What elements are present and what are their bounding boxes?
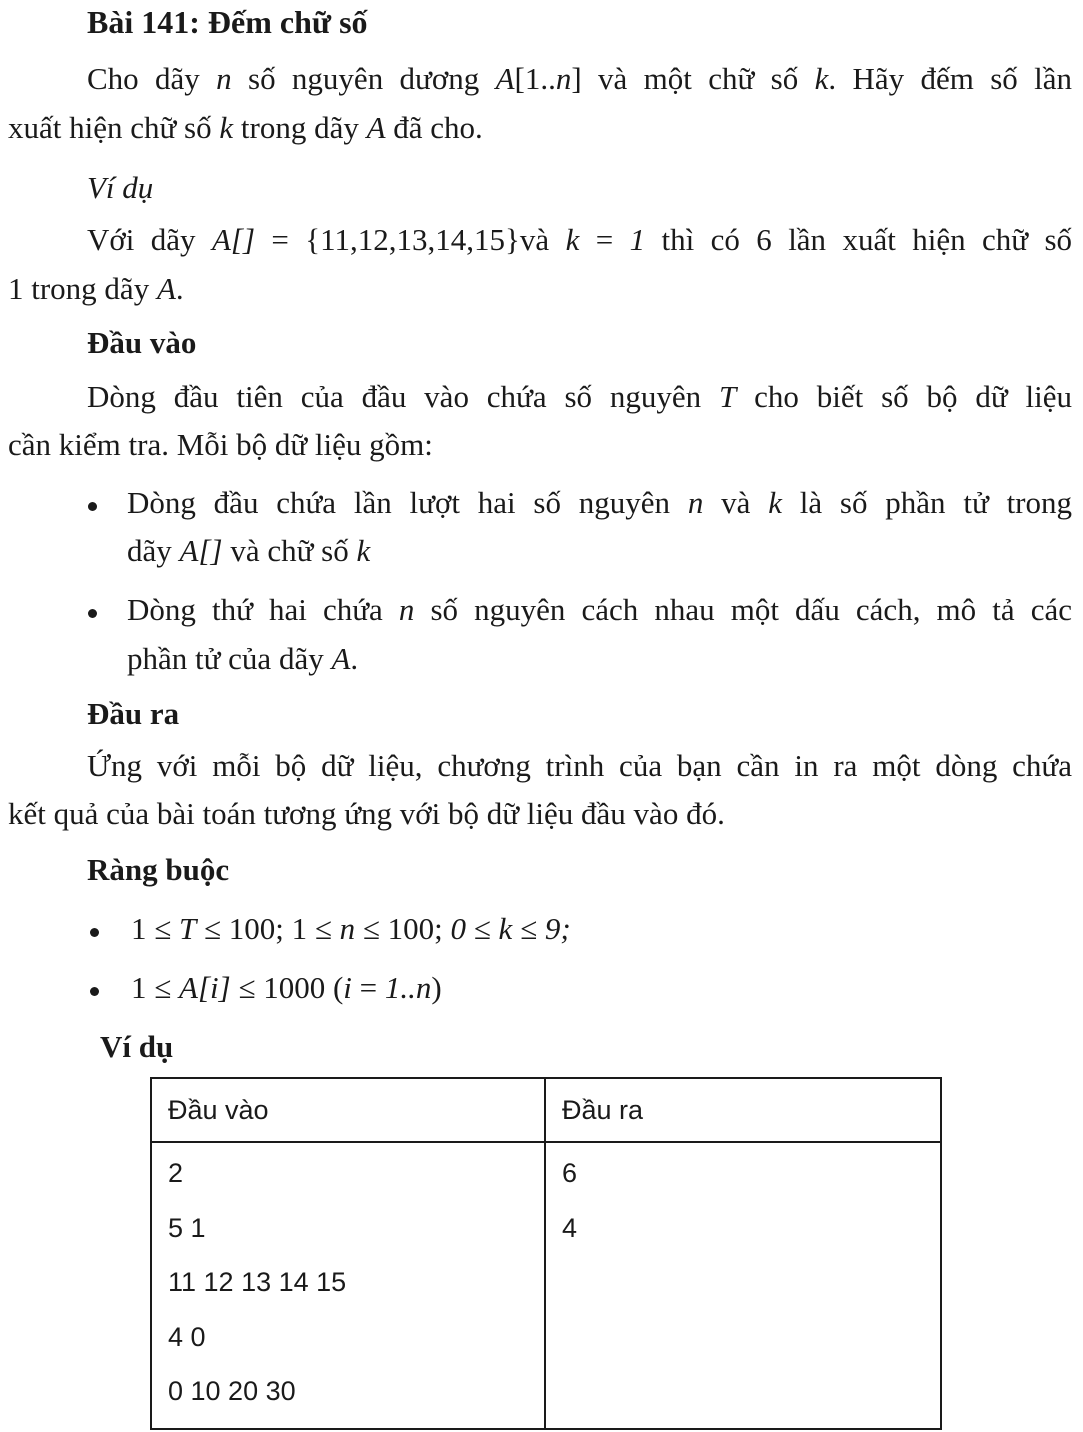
input-line: 0 10 20 30 xyxy=(168,1376,296,1406)
table-header-row xyxy=(151,1078,941,1142)
input-cell xyxy=(151,1142,545,1429)
header-output: Đầu ra xyxy=(545,1078,941,1142)
sample-heading: Ví dụ xyxy=(100,1029,174,1064)
input-line: 4 0 xyxy=(168,1321,206,1352)
intro-line-1: Cho dãy n số nguyên dương A[1..n] và một chữ số k. Hãy đếm số lần xyxy=(87,61,1072,96)
bullet-dot xyxy=(88,502,97,511)
input-bullet-2-line-1: Dòng thứ hai chứa n số nguyên cách nhau một dấu cách, mô tả các xyxy=(127,592,1072,627)
input-bullet-2-line-2: phần tử của dãy A. xyxy=(127,641,359,676)
header-input: Đầu vào xyxy=(151,1078,545,1142)
intro-line-2: xuất hiện chữ số k trong dãy A đã cho. xyxy=(8,110,483,145)
output-cell xyxy=(545,1142,941,1429)
input-line: 11 12 13 14 15 xyxy=(168,1267,347,1297)
input-bullet-1-line-2: dãy A[] và chữ số k xyxy=(127,533,371,568)
output-line: 4 xyxy=(562,1212,578,1243)
input-line: 2 xyxy=(168,1158,184,1188)
output-heading: Đầu ra xyxy=(87,696,180,731)
example-label: Ví dụ xyxy=(87,170,154,205)
bullet-dot xyxy=(90,928,99,937)
input-line-1: Dòng đầu tiên của đầu vào chứa số nguyên T cho biết số bộ dữ liệu xyxy=(87,379,1072,414)
bullet-dot xyxy=(90,987,99,996)
input-line: 5 1 xyxy=(168,1212,206,1243)
input-heading: Đầu vào xyxy=(87,325,197,360)
bullet-dot xyxy=(88,609,97,618)
output-line-2: kết quả của bài toán tương ứng với bộ dữ liệu đầu vào đó. xyxy=(8,796,725,831)
input-line-2: cần kiểm tra. Mỗi bộ dữ liệu gồm: xyxy=(8,427,433,462)
example-line-2: 1 trong dãy A. xyxy=(8,271,184,306)
problem-title: Bài 141: Đếm chữ số xyxy=(87,4,368,40)
output-line: 6 xyxy=(562,1158,578,1188)
table-row xyxy=(151,1142,941,1429)
constraints-heading: Ràng buộc xyxy=(87,852,230,887)
example-line-1: Với dãy A[] = {11,12,13,14,15}và k = 1 thì có 6 lần xuất hiện chữ số xyxy=(87,222,1073,257)
constraint-2: 1 ≤ A[i] ≤ 1000 (i = 1..n) xyxy=(131,970,442,1005)
sample-table xyxy=(150,1077,942,1430)
output-line-1: Ứng với mỗi bộ dữ liệu, chương trình của bạn cần in ra một dòng chứa xyxy=(87,748,1072,783)
input-bullet-1-line-1: Dòng đầu chứa lần lượt hai số nguyên n và k là số phần tử trong xyxy=(127,485,1072,520)
constraint-1: 1 ≤ T ≤ 100; 1 ≤ n ≤ 100; 0 ≤ k ≤ 9; xyxy=(131,911,571,946)
